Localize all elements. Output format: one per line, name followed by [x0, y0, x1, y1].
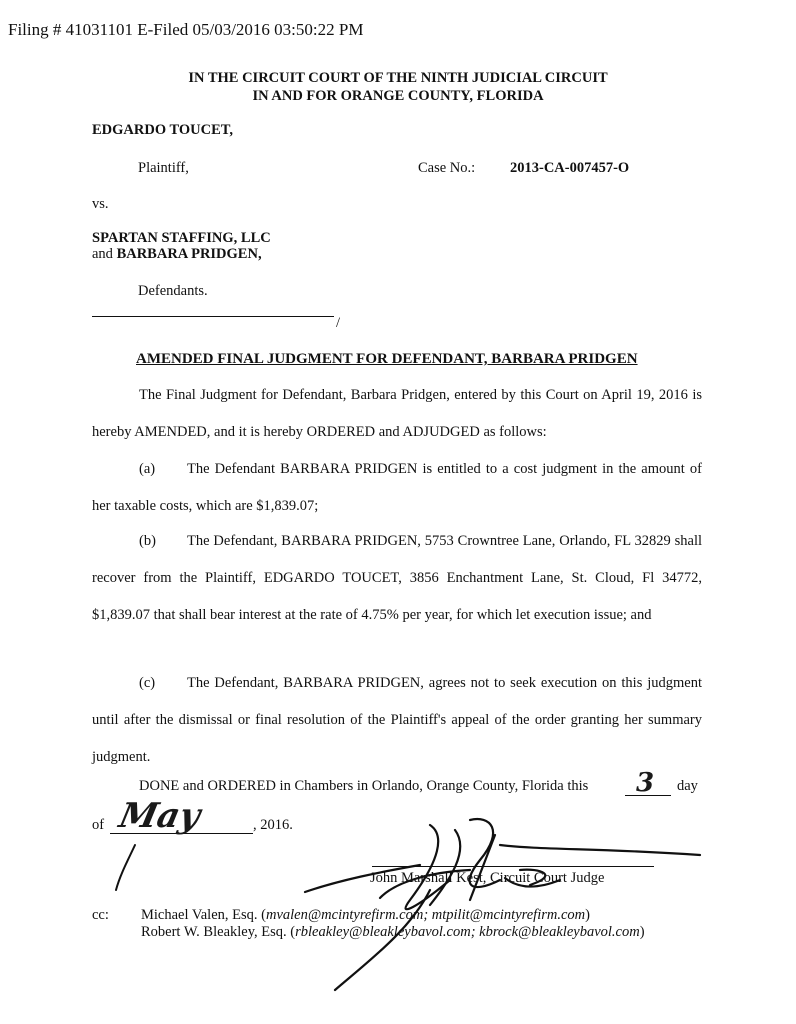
- item-a: [92, 451, 702, 525]
- of-word: of: [92, 817, 105, 833]
- intro-paragraph: The Final Judgment for Defendant, Barbara Pridgen, entered by this Court on April 19, 2016 is hereby AMENDED, and it is hereby ORDERED and ADJUDGED as follows:: [92, 387, 702, 440]
- cc-recipient-1: Michael Valen, Esq. (: [141, 907, 266, 923]
- defendant-2: BARBARA PRIDGEN,: [116, 246, 262, 262]
- item-b-label: (b): [139, 533, 156, 549]
- cc-line-1: Michael Valen, Esq. (mvalen@mcintyrefirm.com; mtpilit@mcintyrefirm.com): [141, 907, 590, 923]
- done-ordered-text: DONE and ORDERED in Chambers in Orlando, Orange County, Florida this: [139, 778, 589, 794]
- court-name-line1: IN THE CIRCUIT COURT OF THE NINTH JUDICIAL CIRCUIT: [188, 70, 608, 86]
- plaintiff-role: Plaintiff,: [138, 160, 189, 176]
- cc-emails-1: mvalen@mcintyrefirm.com; mtpilit@mcintyrefirm.com: [265, 907, 586, 923]
- item-c-label: (c): [139, 675, 156, 691]
- cc-line-2: Robert W. Bleakley, Esq. (rbleakley@bleakleybavol.com; kbrock@bleakleybavol.com): [141, 924, 645, 940]
- filing-stamp: Filing # 41031101 E-Filed 05/03/2016 03:50:22 PM: [8, 20, 364, 39]
- item-c: [92, 665, 702, 776]
- year-text: , 2016.: [253, 817, 293, 833]
- item-c-text: The Defendant, BARBARA PRIDGEN, agrees not to seek execution on this judgment until after the dismissal or final resolution of the Plaintiff's appeal of the order granting her summary judgment.: [92, 675, 702, 765]
- judge-name-title: John Marshall Kest, Circuit Court Judge: [370, 870, 605, 886]
- document-title: AMENDED FINAL JUDGMENT FOR DEFENDANT, BARBARA PRIDGEN: [136, 351, 638, 367]
- cc-recipient-2: Robert W. Bleakley, Esq. (: [141, 924, 296, 940]
- versus: vs.: [92, 196, 109, 212]
- defendant-1: SPARTAN STAFFING, LLC: [92, 230, 271, 246]
- court-name-line2: IN AND FOR ORANGE COUNTY, FLORIDA: [252, 88, 544, 104]
- cc-emails-2: rbleakley@bleakleybavol.com; kbrock@bleakleybavol.com: [295, 924, 640, 940]
- defendant-2-line: [92, 246, 262, 263]
- item-a-label: (a): [139, 461, 156, 477]
- defendants-role: Defendants.: [138, 283, 208, 299]
- month-handwritten: May: [115, 796, 204, 836]
- item-b-text: The Defendant, BARBARA PRIDGEN, 5753 Crowntree Lane, Orlando, FL 32829 shall recover from the Plaintiff, EDGARDO TOUCET, 3856 Enchantment Lane, St. Cloud, Fl 34772, $1,839.07 that shall bear interest at the rate of 4.75% per year, for which let execution issue; and: [92, 533, 702, 623]
- defendant-2-prefix: and: [92, 246, 117, 262]
- caption-slash: /: [336, 315, 341, 331]
- day-handwritten: 3: [636, 768, 655, 798]
- case-number: 2013-CA-007457-O: [510, 160, 630, 176]
- caption-rule: [92, 316, 334, 317]
- cc-label: cc:: [92, 907, 109, 923]
- plaintiff-name: EDGARDO TOUCET,: [92, 122, 233, 138]
- signature-rule: [372, 866, 654, 867]
- item-a-text: The Defendant BARBARA PRIDGEN is entitled to a cost judgment in the amount of her taxable costs, which are $1,839.07;: [92, 461, 702, 514]
- item-b: [92, 523, 702, 634]
- case-number-label: Case No.:: [418, 160, 476, 176]
- day-word: day: [677, 778, 698, 794]
